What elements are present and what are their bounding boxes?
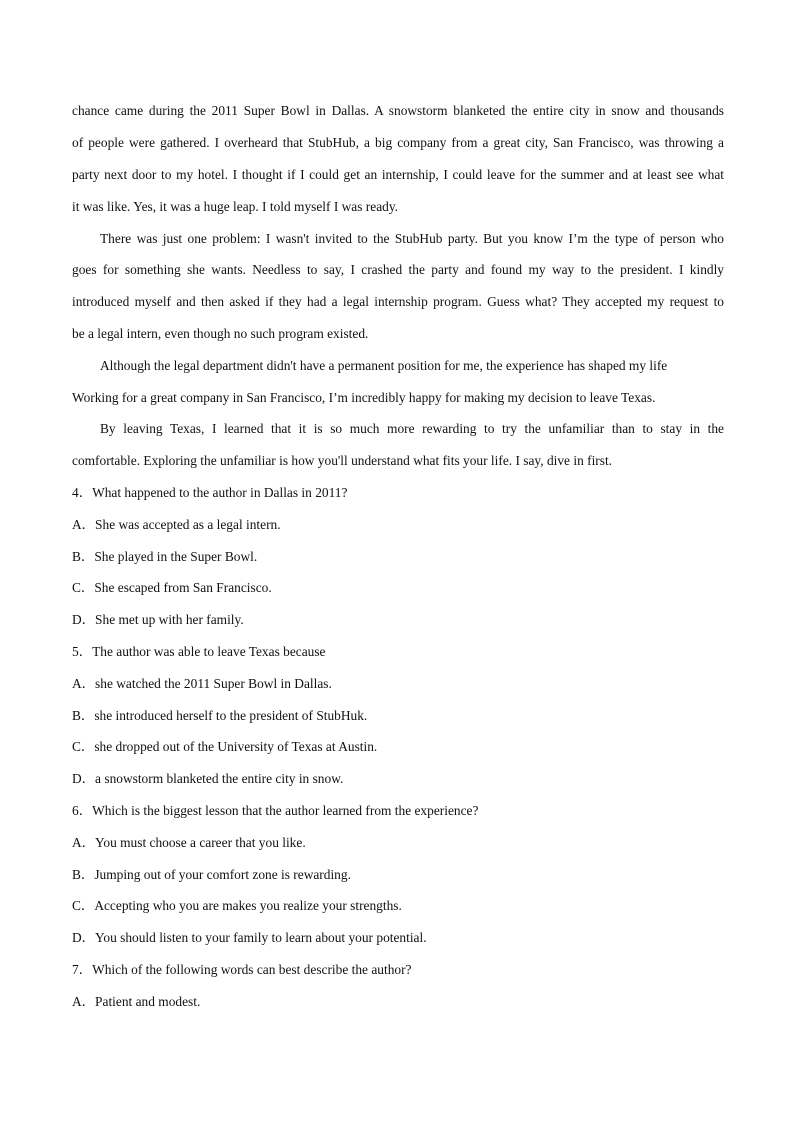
answer-option: D．You should listen to your family to learn about your potential. [72,930,427,945]
passage-line: goes for something she wants. Needless to say, I crashed the party and found my way to the president. I kindly [72,262,724,277]
answer-option: C．She escaped from San Francisco. [72,580,272,595]
answer-option: A．Patient and modest. [72,994,201,1009]
passage-line: comfortable. Exploring the unfamiliar is how you'll understand what fits your life. I say, dive in first. [72,453,613,468]
answer-option: C．Accepting who you are makes you realize your strengths. [72,898,402,913]
answer-option: B．she introduced herself to the president of StubHuk. [72,708,368,723]
passage-line: it was like. Yes, it was a huge leap. I told myself I was ready. [72,199,399,214]
answer-option: D．a snowstorm blanketed the entire city in snow. [72,771,344,786]
question-stem: 7．Which of the following words can best describe the author? [72,962,412,977]
answer-option: B．Jumping out of your comfort zone is rewarding. [72,867,351,882]
question-stem: 5．The author was able to leave Texas because [72,644,326,659]
answer-option: D．She met up with her family. [72,612,244,627]
passage-line: Working for a great company in San Francisco, I’m incredibly happy for making my decision to leave Texas. [72,390,656,405]
passage-line: be a legal intern, even though no such program existed. [72,326,369,341]
answer-option: A．She was accepted as a legal intern. [72,517,281,532]
answer-option: B．She played in the Super Bowl. [72,549,258,564]
passage-line: introduced myself and then asked if they had a legal internship program. Guess what? They accepted my request to [72,294,724,309]
passage-line: By leaving Texas, I learned that it is so much more rewarding to try the unfamiliar than to stay in the [100,421,724,436]
passage-line: There was just one problem: I wasn't invited to the StubHub party. But you know I’m the type of person who [100,231,724,246]
passage-line: of people were gathered. I overheard that StubHub, a big company from a great city, San Francisco, was throwing a [72,135,724,150]
question-stem: 6．Which is the biggest lesson that the author learned from the experience? [72,803,479,818]
passage-line: Although the legal department didn't have a permanent position for me, the experience has shaped my life [100,358,668,373]
passage-line: chance came during the 2011 Super Bowl in Dallas. A snowstorm blanketed the entire city in snow and thousands [72,103,724,118]
answer-option: A．she watched the 2011 Super Bowl in Dallas. [72,676,332,691]
passage-line: party next door to my hotel. I thought if I could get an internship, I could leave for the summer and at least see what [72,167,724,182]
answer-option: C．she dropped out of the University of Texas at Austin. [72,739,378,754]
question-stem: 4．What happened to the author in Dallas in 2011? [72,485,348,500]
answer-option: A．You must choose a career that you like. [72,835,306,850]
